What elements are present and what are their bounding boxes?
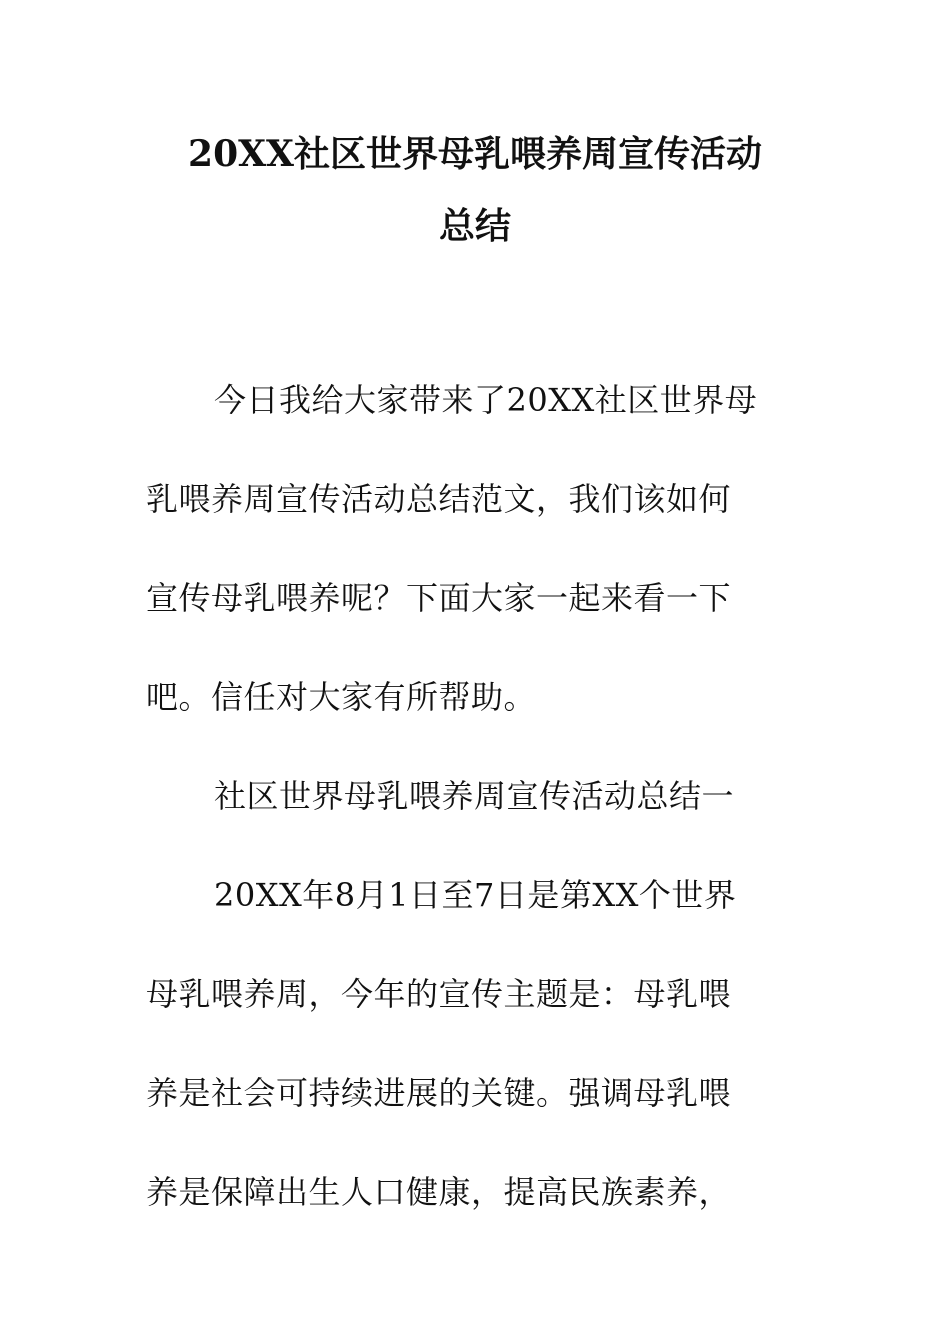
paragraph-line: 母乳喂养周，今年的宣传主题是：母乳喂 bbox=[146, 975, 732, 1013]
paragraph-line: 养是社会可持续进展的关键。强调母乳喂 bbox=[146, 1074, 732, 1112]
paragraph-line: 养是保障出生人口健康，提高民族素养， bbox=[146, 1173, 732, 1211]
document-title-line-2: 总结 bbox=[438, 205, 511, 247]
section-heading-line: 社区世界母乳喂养周宣传活动总结一 bbox=[214, 777, 735, 815]
paragraph-line: 吧。信任对大家有所帮助。 bbox=[146, 678, 537, 716]
paragraph-line: 今日我给大家带来了20XX社区世界母 bbox=[214, 381, 758, 419]
paragraph-line: 乳喂养周宣传活动总结范文，我们该如何 bbox=[146, 480, 732, 518]
paragraph-line: 宣传母乳喂养呢？下面大家一起来看一下 bbox=[146, 579, 732, 617]
paragraph-line: 20XX年8月1日至7日是第XX个世界 bbox=[214, 876, 737, 914]
document-title-line-1: 20XX社区世界母乳喂养周宣传活动 bbox=[188, 133, 762, 175]
